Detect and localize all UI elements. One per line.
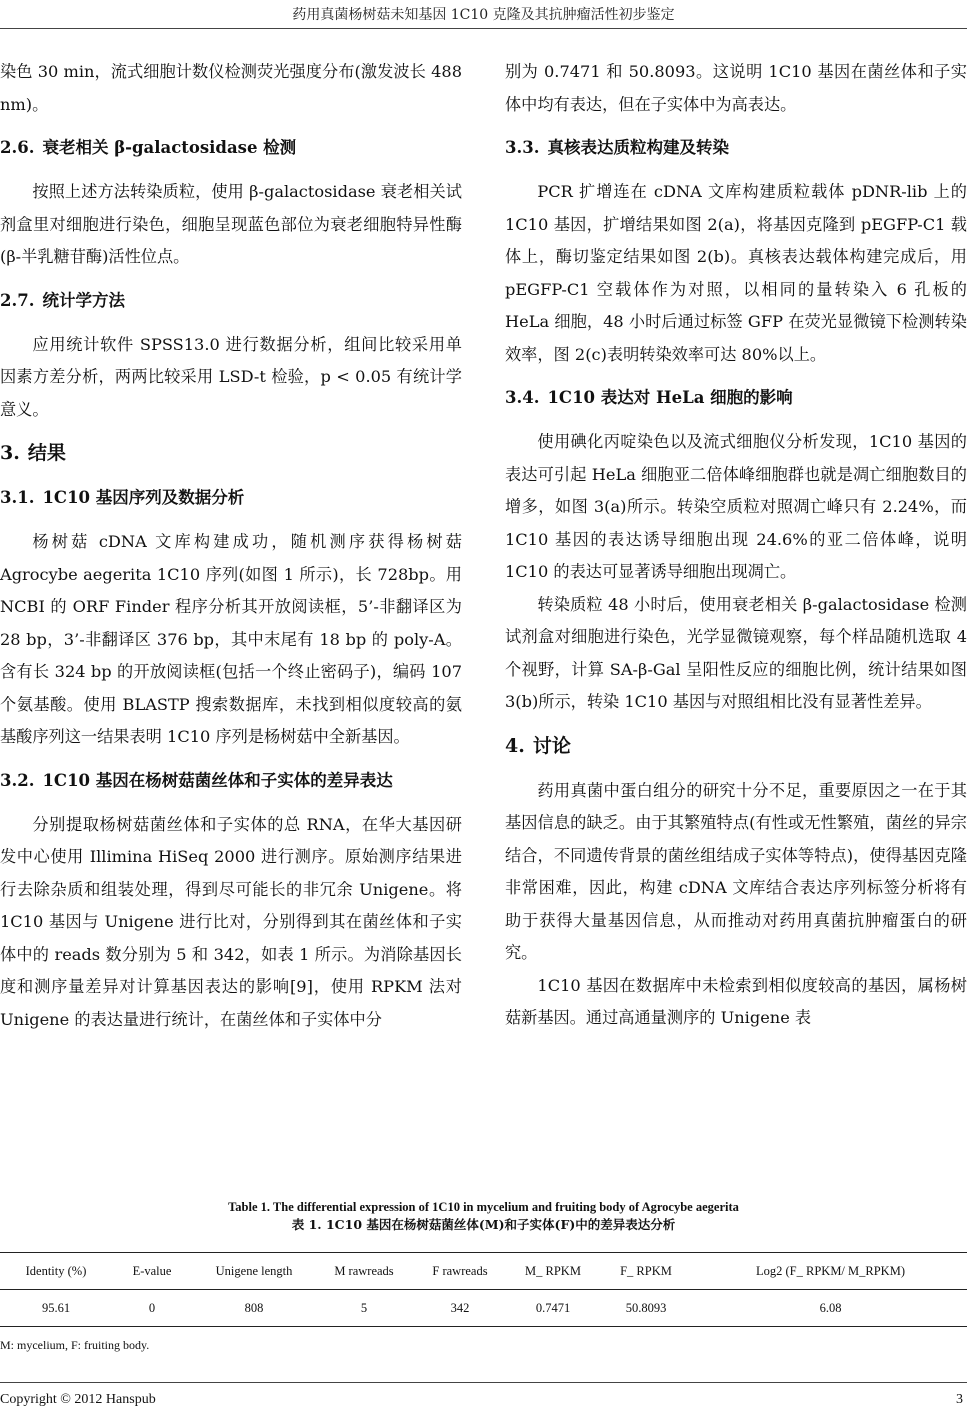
header-identity: Identity (%) [25,1263,87,1278]
section-2-6-heading [0,132,462,164]
table-header-row [0,1253,967,1290]
header-rule [0,28,967,29]
right-column [505,56,967,1035]
cell-f-rawreads: 342 [450,1300,470,1315]
paragraph-continued: 别为 0.7471 和 50.8093。这说明 1C10 基因在菌丝体和子实体中均有表达，但在子实体中为高表达。 [505,62,967,114]
section-3-4-paragraph-1: 使用碘化丙啶染色以及流式细胞仪分析发现，1C10 基因的表达可引起 HeLa 细胞亚二倍体峰细胞群也就是凋亡细胞数目的增多，如图 3(a)所示。转染空质粒对照凋亡峰只有 2.24%，而 1C10 基因的表达诱导细胞出现 24.6%的亚二倍体峰，说明 1C10 的表达可显著诱导细胞出现凋亡。 [505,432,967,581]
section-3-1-paragraph: 杨树菇 cDNA 文库构建成功，随机测序获得杨树菇 Agrocybe aegerita 1C10 序列(如图 1 所示)，长 728bp。用 NCBI 的 ORF Finder 程序分析其开放阅读框，5’-非翻译区为 28 bp，3’-非翻译区 376 bp，其中末尾有 18 bp 的 poly-A。含有长 324 bp 的开放阅读框(包括一个终止密码子)，编码 107 个氨基酸。使用 BLASTP 搜索数据库，未找到相似度较高的氨基酸序列这一结果表明 1C10 序列是杨树菇中全新基因。 [0,532,462,746]
table-note: M: mycelium, F: fruiting body. [0,1338,150,1352]
section-3-heading [0,436,462,470]
header-evalue: E-value [132,1263,172,1278]
section-title: 1C10 基因在杨树菇菌丝体和子实体的差异表达 [42,770,393,790]
section-3-2-heading [0,765,462,797]
section-title: 统计学方法 [42,290,125,310]
section-2-7-heading [0,285,462,317]
table-row [0,1290,967,1327]
header-unigene-length: Unigene length [215,1263,293,1278]
section-number: 3. [0,442,20,464]
section-title: 真核表达质粒构建及转染 [547,138,729,157]
cell-unigene-length: 808 [244,1300,264,1315]
section-title: 衰老相关 β-galactosidase 检测 [42,138,297,157]
section-title: 1C10 表达对 HeLa 细胞的影响 [547,388,793,407]
section-3-4-heading [505,382,967,414]
table-1 [0,1198,967,1353]
section-2-6-paragraph: 按照上述方法转染质粒，使用 β-galactosidase 衰老相关试剂盒里对细胞进行染色，细胞呈现蓝色部位为衰老细胞特异性酶(β-半乳糖苷酶)活性位点。 [0,182,462,266]
section-3-3-paragraph: PCR 扩增连在 cDNA 文库构建质粒载体 pDNR-lib 上的 1C10 基因，扩增结果如图 2(a)，将基因克隆到 pEGFP-C1 载体上，酶切鉴定结果如图 2(b)。真核表达载体构建完成后，用 pEGFP-C1 空载体作为对照，以相同的量转染入 6 孔板的 HeLa 细胞，48 小时后通过标签 GFP 在荧光显微镜下检测转染效率，图 2(c)表明转染效率可达 80%以上。 [505,182,967,364]
section-4-paragraph-1: 药用真菌中蛋白组分的研究十分不足，重要原因之一在于其基因信息的缺乏。由于其繁殖特点(有性或无性繁殖，菌丝的异宗结合，不同遗传背景的菌丝组结成子实体等特点)，使得基因克隆非常困难，因此，构建 cDNA 文库结合表达序列标签分析将有助于获得大量基因信息，从而推动对药用真菌抗肿瘤蛋白的研究。 [505,780,967,962]
footer-rule [0,1382,967,1383]
section-number: 3.1. [0,488,35,507]
section-number: 2.6. [0,138,35,157]
section-number: 2.7. [0,290,35,310]
section-title: 讨论 [532,734,571,757]
cell-f-rpkm: 50.8093 [625,1300,667,1315]
header-m-rpkm: M_ RPKM [525,1263,581,1278]
running-header: 药用真菌杨树菇未知基因 1C10 克隆及其抗肿瘤活性初步鉴定 [292,7,675,23]
section-number: 4. [505,734,525,757]
header-f-rawreads: F rawreads [432,1263,488,1278]
section-2-7-paragraph: 应用统计软件 SPSS13.0 进行数据分析，组间比较采用单因素方差分析，两两比较采用 LSD-t 检验，p < 0.05 有统计学意义。 [0,334,462,419]
page-number: 3 [956,1392,963,1407]
section-3-4-paragraph-2: 转染质粒 48 小时后，使用衰老相关 β-galactosidase 检测试剂盒对细胞进行染色，光学显微镜观察，每个样品随机选取 4 个视野，计算 SA-β-Gal 呈阳性反应的细胞比例，统计结果如图 3(b)所示，转染 1C10 基因与对照组相比没有显著性差异。 [505,594,967,711]
section-4-heading [505,729,967,763]
header-log2-ratio: Log2 (F_ RPKM/ M_RPKM) [756,1263,905,1278]
section-title: 1C10 基因序列及数据分析 [42,488,245,507]
copyright-text: Copyright © 2012 Hanspub [0,1392,156,1407]
header-m-rawreads: M rawreads [334,1263,394,1278]
left-column [0,56,462,1036]
cell-identity: 95.61 [41,1300,71,1315]
cell-evalue: 0 [148,1300,156,1315]
paragraph-intro: 染色 30 min，流式细胞计数仪检测荧光强度分布(激发波长 488 nm)。 [0,62,462,114]
section-number: 3.2. [0,770,35,790]
section-4-paragraph-2: 1C10 基因在数据库中未检索到相似度较高的基因，属杨树菇新基因。通过高通量测序的 Unigene 表 [505,975,967,1027]
cell-log2-ratio: 6.08 [819,1300,842,1315]
section-3-1-heading [0,482,462,514]
section-3-3-heading [505,132,967,164]
section-number: 3.4. [505,388,540,407]
cell-m-rawreads: 5 [360,1300,368,1315]
header-f-rpkm: F_ RPKM [620,1263,672,1278]
cell-m-rpkm: 0.7471 [535,1300,571,1315]
section-number: 3.3. [505,138,540,157]
table-caption-zh: 表 1. 1C10 基因在杨树菇菌丝体(M)和子实体(F)中的差异表达分析 [291,1217,676,1232]
expression-table [0,1252,967,1327]
section-title: 结果 [27,442,66,464]
section-3-2-paragraph: 分别提取杨树菇菌丝体和子实体的总 RNA，在华大基因研发中心使用 Illimina HiSeq 2000 进行测序。原始测序结果进行去除杂质和组装处理，得到尽可能长的非冗余 Unigene。将 1C10 基因与 Unigene 进行比对，分别得到其在菌丝体和子实体中的 reads 数分别为 5 和 342，如表 1 所示。为消除基因长度和测序量差异对计算基因表达的影响[9]，使用 RPKM 法对 Unigene 的表达量进行统计，在菌丝体和子实体中分 [0,814,462,1029]
table-caption-en: Table 1. The differential expression of 1C10 in mycelium and fruiting body of Agrocybe aegerita [228,1200,739,1214]
